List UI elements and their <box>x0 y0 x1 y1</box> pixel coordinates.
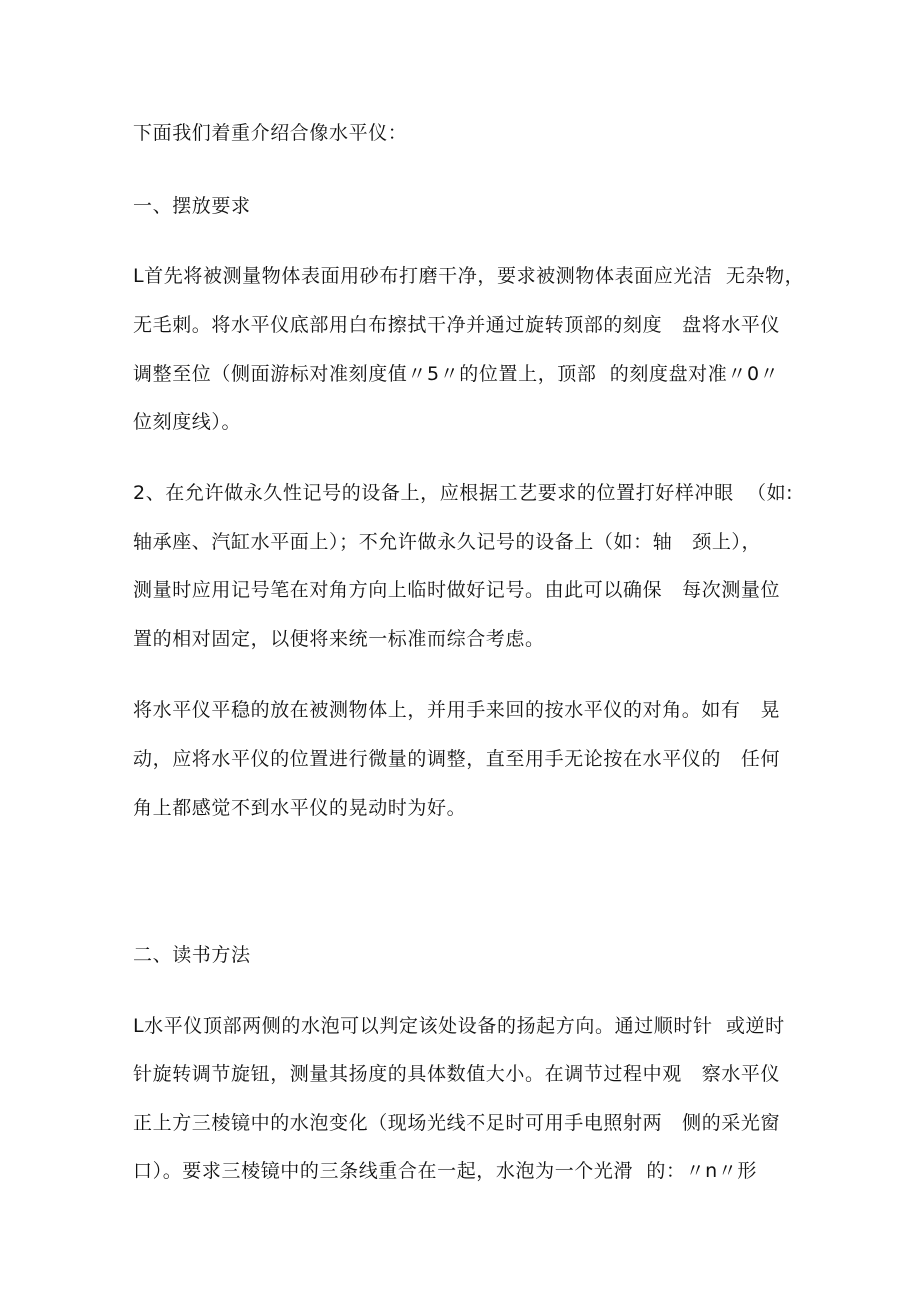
section1-paragraph1-line1: L首先将被测量物体表面用砂布打磨干净，要求被测物体表面应光洁 无杂物， <box>133 265 805 287</box>
section2-paragraph1-line1: L水平仪顶部两侧的水泡可以判定该处设备的扬起方向。通过顺时针 或逆时 <box>133 1015 785 1037</box>
section1-paragraph1-line2: 无毛刺。将水平仪底部用白布擦拭干净并通过旋转顶部的刻度 盘将水平仪 <box>133 314 781 336</box>
section2-paragraph1-line4: 口）。要求三棱镜中的三条线重合在一起，水泡为一个光滑 的：〃n〃形 <box>133 1160 758 1182</box>
section1-paragraph3-line2: 动，应将水平仪的位置进行微量的调整，直至用手无论按在水平仪的 任何 <box>133 748 781 770</box>
intro-line: 下面我们着重介绍合像水平仪： <box>133 122 408 144</box>
section1-paragraph2-line4: 置的相对固定，以便将来统一标准而综合考虑。 <box>133 628 545 650</box>
section1-paragraph1-line4: 位刻度线）。 <box>133 411 242 433</box>
section1-paragraph2-line1: 2、在允许做永久性记号的设备上，应根据工艺要求的位置打好样冲眼 （如: <box>133 482 794 504</box>
section1-paragraph2-line3: 测量时应用记号笔在对角方向上临时做好记号。由此可以确保 每次测量位 <box>133 579 781 601</box>
section2-paragraph1-line2: 针旋转调节旋钮，测量其扬度的具体数值大小。在调节过程中观 察水平仪 <box>133 1063 781 1085</box>
section1-paragraph1-line3: 调整至位（侧面游标对准刻度值〃5〃的位置上，顶部 的刻度盘对准〃0〃 <box>133 363 780 385</box>
section1-paragraph3-line3: 角上都感觉不到水平仪的晃动时为好。 <box>133 797 467 819</box>
section1-paragraph2-line2: 轴承座、汽缸水平面上）；不允许做永久记号的设备上（如：轴 颈上）， <box>133 531 762 553</box>
section1-heading: 一、摆放要求 <box>133 195 251 217</box>
section1-paragraph3-line1: 将水平仪平稳的放在被测物体上，并用手来回的按水平仪的对角。如有 晃 <box>133 699 781 721</box>
section2-heading: 二、读书方法 <box>133 944 251 966</box>
section2-paragraph1-line3: 正上方三棱镜中的水泡变化（现场光线不足时可用手电照射两 侧的采光窗 <box>133 1112 781 1134</box>
